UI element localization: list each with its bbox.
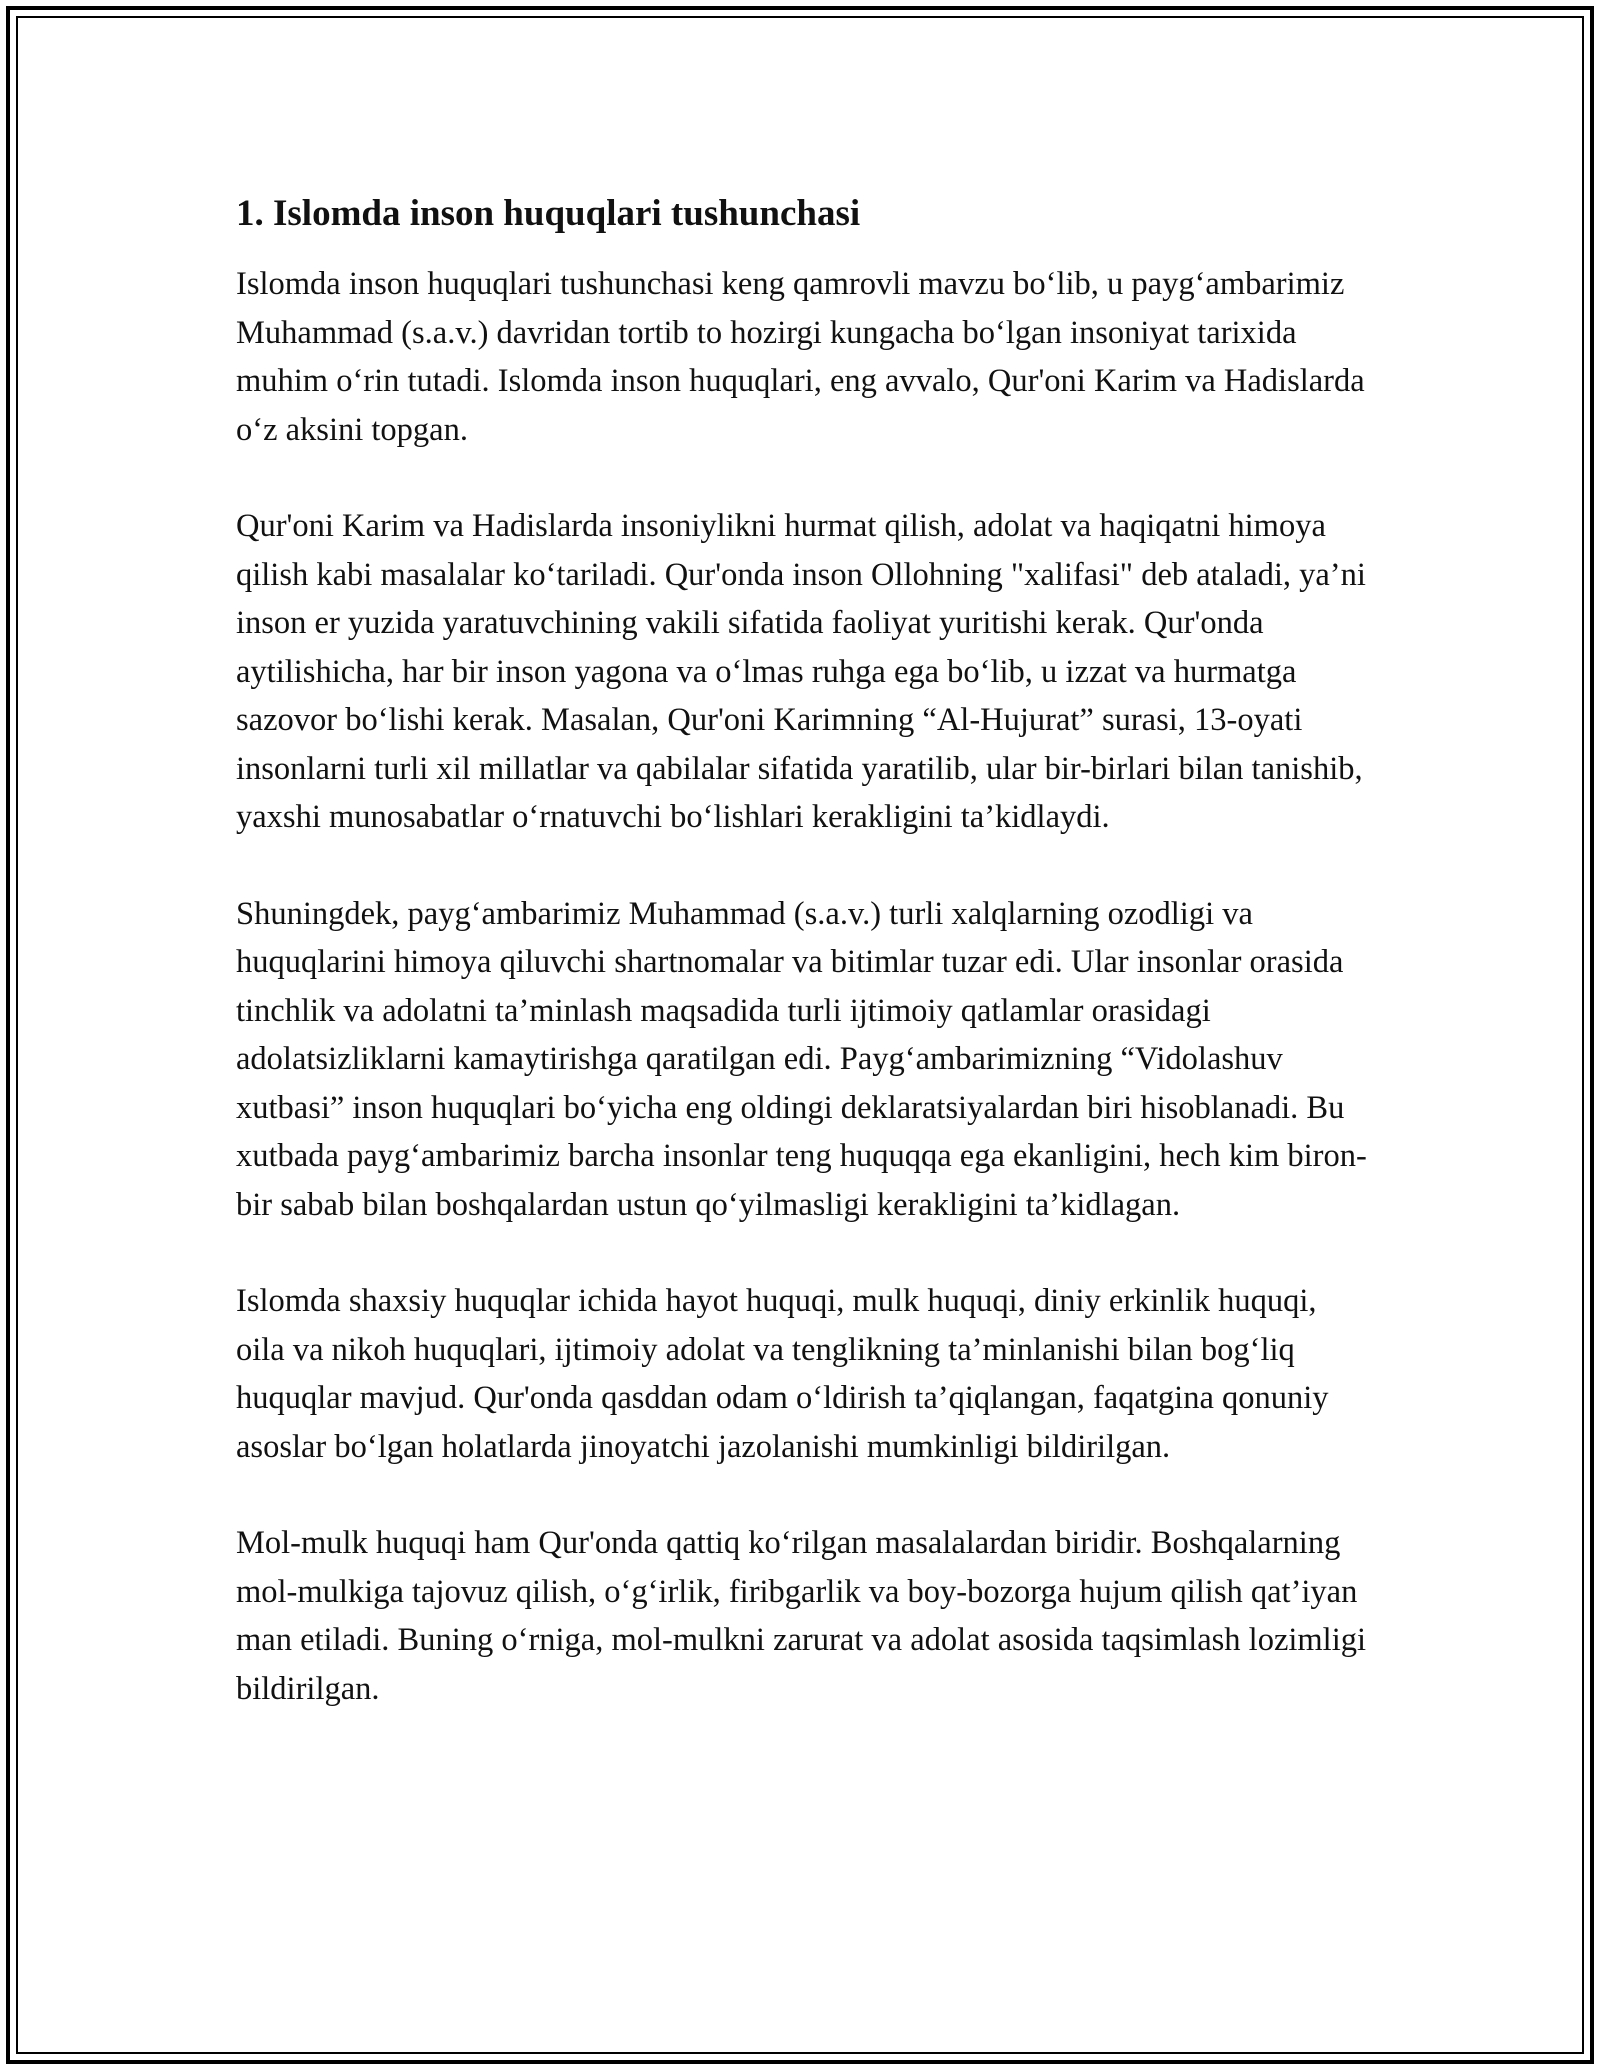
paragraph-5: Mol-mulk huquqi ham Qur'onda qattiq ko‘rilgan masalalardan biridir. Boshqalarning mol-mulkiga tajovuz qilish, o‘g‘irlik, firibgarlik va boy-bozorga hujum qilish qat’iyan man etiladi. Buning o‘rniga, mol-mulkni zarurat va adolat asosida taqsimlash lozimligi bildirilgan.: [236, 1525, 1367, 1707]
document-page: [236, 186, 1370, 1713]
paragraph-3: Shuningdek, payg‘ambarimiz Muhammad (s.a.v.) turli xalqlarning ozodligi va huquqlarini himoya qiluvchi shartnomalar va bitimlar tuzar edi. Ular insonlar orasida tinchlik va adolatni ta’minlash maqsadida turli ijtimoiy qatlamlar orasidagi adolatsizliklarni kamaytirishga qaratilgan edi. Payg‘ambarimizning “Vidolashuv xutbasi” inson huquqlari bo‘yicha eng oldingi deklaratsiyalardan biri hisoblanadi. Bu xutbada payg‘ambarimiz barcha insonlar teng huquqqa ega ekanligini, hech kim biron-bir sabab bilan boshqalardan ustun qo‘yilmasligi kerakligini ta’kidlagan.: [236, 895, 1367, 1223]
paragraph-2: Qur'oni Karim va Hadislarda insoniylikni hurmat qilish, adolat va haqiqatni himoya qilish kabi masalalar ko‘tariladi. Qur'onda inson Ollohning "xalifasi" deb ataladi, ya’ni inson er yuzida yaratuvchining vakili sifatida faoliyat yuritishi kerak. Qur'onda aytilishicha, har bir inson yagona va o‘lmas ruhga ega bo‘lib, u izzat va hurmatga sazovor bo‘lishi kerak. Masalan, Qur'oni Karimning “Al-Hujurat” surasi, 13-oyati insonlarni turli xil millatlar va qabilalar sifatida yaratilib, ular bir-birlari bilan tanishib, yaxshi munosabatlar o‘rnatuvchi bo‘lishlari kerakligini ta’kidlaydi.: [236, 508, 1366, 835]
paragraph-4: Islomda shaxsiy huquqlar ichida hayot huquqi, mulk huquqi, diniy erkinlik huquqi, oila va nikoh huquqlari, ijtimoiy adolat va tenglikning ta’minlanishi bilan bog‘liq huquqlar mavjud. Qur'onda qasddan odam o‘ldirish ta’qiqlangan, faqatgina qonuniy asoslar bo‘lgan holatlarda jinoyatchi jazolanishi mumkinligi bildirilgan.: [236, 1283, 1329, 1465]
section-heading: 1. Islomda inson huquqlari tushunchasi: [236, 193, 861, 234]
paragraph-1: Islomda inson huquqlari tushunchasi keng qamrovli mavzu bo‘lib, u payg‘ambarimiz Muhammad (s.a.v.) davridan tortib to hozirgi kungacha bo‘lgan insoniyat tarixida muhim o‘rin tutadi. Islomda inson huquqlari, eng avvalo, Qur'oni Karim va Hadislarda o‘z aksini topgan.: [236, 266, 1365, 448]
